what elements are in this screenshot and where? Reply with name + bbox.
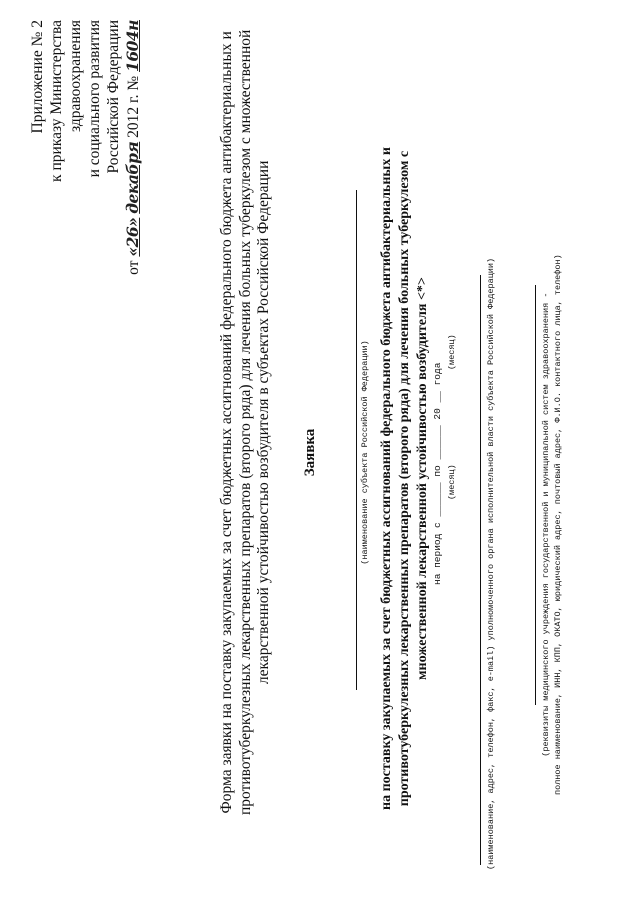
year-prefix: 20 [432,408,443,420]
form-title-line: лекарственной устойчивостью возбудителя в субъектах Российской Федерации [255,160,272,685]
authority-caption: (наименование, адрес, телефон, факс, e-mail) уполномоченного органа исполнительной власти субъекта Российской Федерации) [486,257,496,870]
request-subject-line: противотуберкулезных лекарственных препаратов (второго ряда) для лечения больных туберкулезом с [397,150,412,807]
request-subject-line: на поставку закупаемых за счет бюджетных ассигнований федерального бюджета антибактериальных и [379,147,394,810]
period-suffix: года [432,362,443,386]
handwritten-day: «26» [123,217,142,257]
period-middle: по [432,465,443,477]
month-caption-from: (месяц) [447,464,457,500]
form-title-line: Форма заявки на поставку закупаемых за счет бюджетных ассигнований федерального бюджета антибактериальных и [218,31,235,814]
period-prefix: на период с [432,522,443,585]
request-subject-line: множественной лекарственной устойчивостью возбудителя <*> [415,277,430,680]
appendix-line: здравоохранения [67,20,84,132]
appendix-line: Российской Федерации [105,20,122,174]
order-date-line [123,20,143,275]
form-title-line: противотуберкулезных лекарственных препаратов (второго ряда) для лечения больных туберкулезом с множественной [236,29,254,815]
subject-name-line [356,190,357,690]
date-prefix: от [125,260,142,275]
appendix-line: к приказу Министерства [48,20,65,182]
month-to-blank: ______ [432,425,443,460]
period-line [432,363,443,585]
handwritten-order-number: 1604н [123,20,142,72]
month-caption-to: (месяц) [447,334,457,370]
authority-line [480,275,481,865]
form-title [218,30,274,815]
institution-line [535,285,536,705]
month-from-blank: ______ [432,482,443,517]
institution-caption [540,254,564,795]
request-subject-text [378,147,432,810]
handwritten-month: декабря [123,141,142,214]
subject-caption: (наименование субъекта Российской Федерации) [360,340,370,565]
institution-caption-line: полное наименование, ИНН, КПП, ОКАТО, юридический адрес, почтовый адрес, Ф.И.О. контактного лица, телефон) [553,254,563,795]
date-year: 2012 г. № [125,75,142,138]
appendix-block [28,20,143,275]
year-blank: __ [432,391,443,403]
institution-caption-line: (реквизиты медицинского учреждения государственной и муниципальной систем здравоохранения - [541,292,551,757]
document-heading: Заявка [302,428,318,477]
appendix-line: Приложение № 2 [29,20,46,134]
appendix-line: и социального развития [86,20,103,178]
